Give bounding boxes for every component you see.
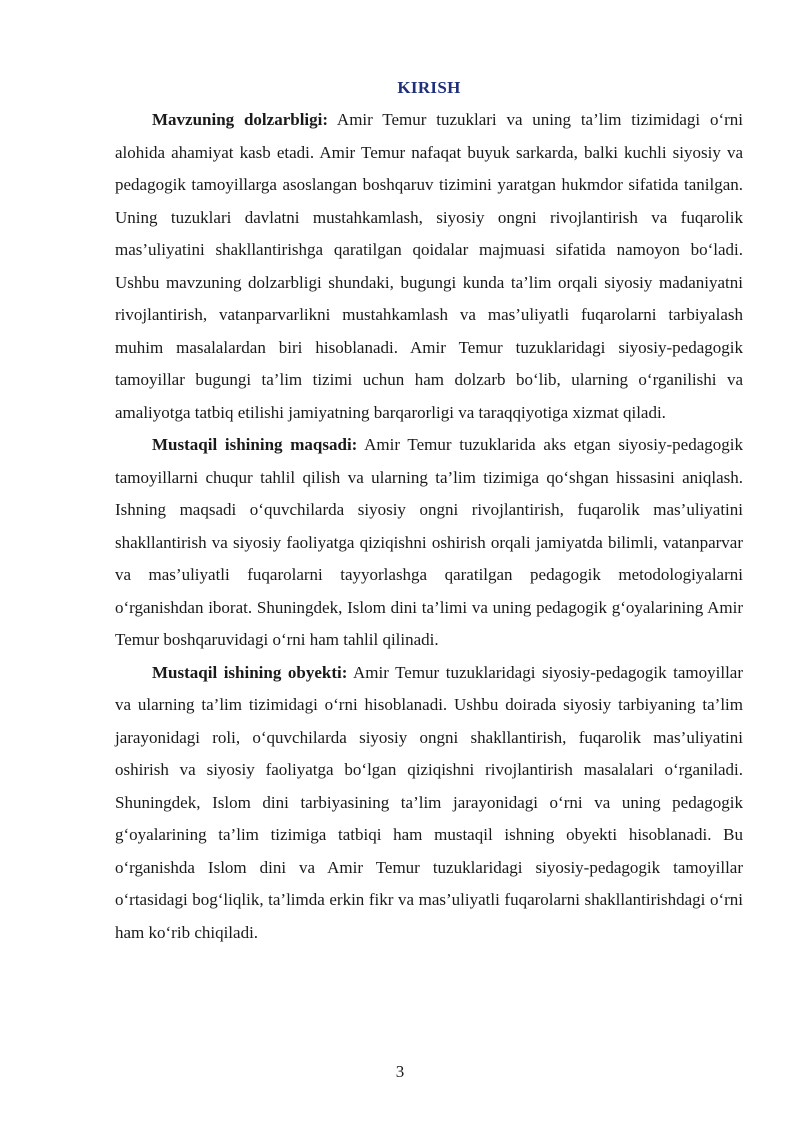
- paragraph-goal: [115, 429, 743, 657]
- paragraph-body: Amir Temur tuzuklari va uning ta’lim tizimidagi o‘rni alohida ahamiyat kasb etadi. Amir Temur nafaqat buyuk sarkarda, balki kuchli siyosiy va pedagogik tamoyillarga asoslangan boshqaruv tizimini yaratgan hukmdor sifatida tanilgan. Uning tuzuklari davlatni mustahkamlash, siyosiy ongni rivojlantirish va fuqarolik mas’uliyatini shakllantirishga qaratilgan qoidalar majmuasi sifatida namoyon bo‘ladi. Ushbu mavzuning dolzarbligi shundaki, bugungi kunda ta’lim orqali siyosiy madaniyatni rivojlantirish, vatanparvarlikni mustahkamlash va mas’uliyatli fuqarolarni tarbiyalash muhim masalalardan biri hisoblanadi. Amir Temur tuzuklaridagi siyosiy-pedagogik tamoyillar bugungi ta’lim tizimi uchun ham dolzarb bo‘lib, ularning o‘rganilishi va amaliyotga tatbiq etilishi jamiyatning barqarorligi va taraqqiyotiga xizmat qiladi.: [115, 110, 744, 422]
- paragraph-body: Amir Temur tuzuklarida aks etgan siyosiy-pedagogik tamoyillarni chuqur tahlil qilish va ularning ta’lim tizimiga qo‘shgan hissasini aniqlash. Ishning maqsadi o‘quvchilarda siyosiy ongni rivojlantirish, fuqarolik mas’uliyatini shakllantirish va siyosiy faoliyatga qiziqishni oshirish orqali jamiyatda bilimli, vatanparvar va mas’uliyatli fuqarolarni tayyorlashga qaratilgan pedagogik metodologiyalarni o‘rganishdan iborat. Shuningdek, Islom dini ta’limi va uning pedagogik g‘oyalarining Amir Temur boshqaruvidagi o‘rni ham tahlil qilinadi.: [115, 435, 743, 649]
- paragraph-lead: Mavzuning dolzarbligi:: [152, 110, 329, 129]
- page-content: [115, 74, 743, 949]
- paragraph-lead: Mustaqil ishining maqsadi:: [152, 435, 358, 454]
- paragraph-body: Amir Temur tuzuklaridagi siyosiy-pedagogik tamoyillar va ularning ta’lim tizimidagi o‘rni hisoblanadi. Ushbu doirada siyosiy tarbiyaning ta’lim jarayonidagi roli, o‘quvchilarda siyosiy ongni shakllantirish, fuqarolik mas’uliyatini oshirish va siyosiy faoliyatga bo‘lgan qiziqishni rivojlantirish masalalari o‘rganiladi. Shuningdek, Islom dini tarbiyasining ta’lim jarayonidagi o‘rni va uning pedagogik g‘oyalarining ta’lim tizimiga tatbiqi ham mustaqil ishning obyekti hisoblanadi. Bu o‘rganishda Islom dini va Amir Temur tuzuklaridagi siyosiy-pedagogik tamoyillar o‘rtasidagi bog‘liqlik, ta’limda erkin fikr va mas’uliyatli fuqarolarni shakllantirishdagi o‘rni ham ko‘rib chiqiladi.: [115, 662, 744, 942]
- paragraph-object: [115, 657, 743, 950]
- paragraph-lead: Mustaqil ishining obyekti:: [152, 662, 348, 682]
- paragraph-relevance: [115, 104, 743, 429]
- page-number: 3: [395, 1062, 405, 1081]
- section-heading: KIRISH: [397, 78, 461, 97]
